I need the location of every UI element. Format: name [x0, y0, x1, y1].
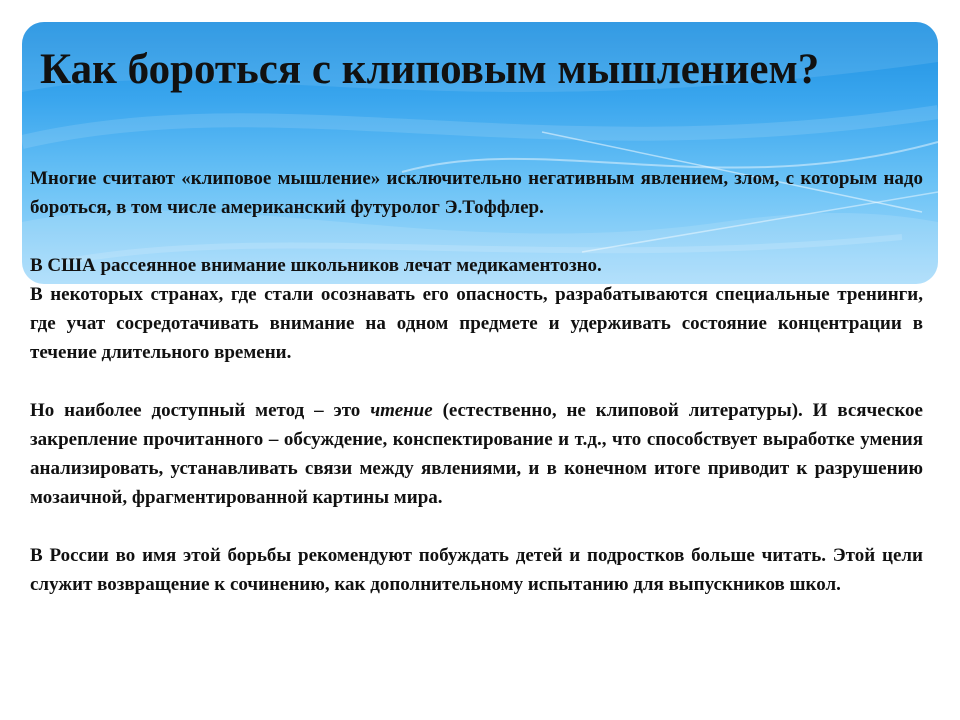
paragraph-reading [30, 396, 923, 512]
paragraph-spacer [30, 222, 923, 251]
paragraph-spacer [30, 367, 923, 396]
reading-text-end: (естественно, не клиповой литературы). И всяческое закрепление прочитанного – обсуждение, конспектирование и т.д., что способствует выработке умения анализировать, устанавливать связи между явлениями, и в конечном итоге приводит к разрушению мозаичной, фрагментированной картины мира. [30, 400, 923, 508]
paragraph-russia: В России во имя этой борьбы рекомендуют побуждать детей и подростков больше читать. Этой цели служит возвращение к сочинению, как дополнительному испытанию для выпускников школ. [30, 545, 923, 595]
reading-text-start: Но наиболее доступный метод – это [30, 400, 371, 421]
paragraph-trainings: В некоторых странах, где стали осознавать его опасность, разрабатываются специальные тренинги, где учат сосредотачивать внимание на одном предмете и удерживать состояние концентрации в течение длительного времени. [30, 284, 923, 363]
paragraph-usa: В США рассеянное внимание школьников лечат медикаментозно. [30, 255, 602, 276]
paragraph-tofler: Многие считают «клиповое мышление» исключительно негативным явлением, злом, с которым надо бороться, в том числе американский футуролог Э.Тоффлер. [30, 168, 923, 218]
slide-body [30, 164, 923, 599]
slide-title: Как бороться с клиповым мышлением? [40, 46, 820, 93]
paragraph-spacer [30, 512, 923, 541]
reading-emphasis: чтение [370, 400, 433, 421]
